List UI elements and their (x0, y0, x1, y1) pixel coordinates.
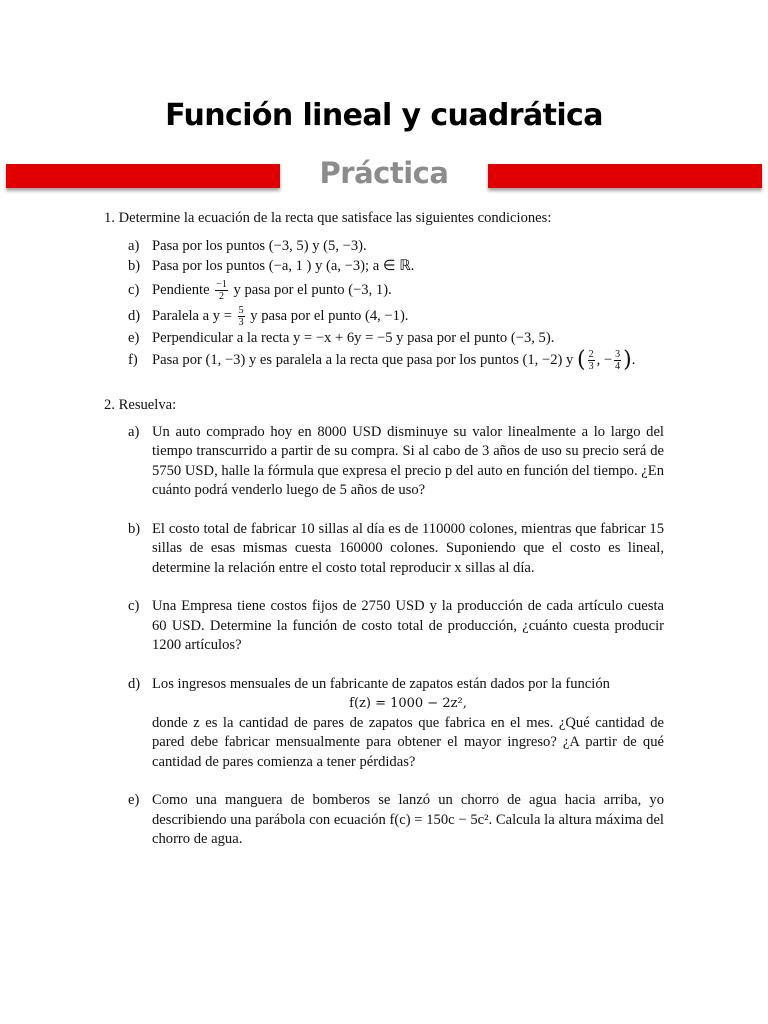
list-item (104, 423, 664, 501)
fraction-numerator: 5 (238, 305, 244, 317)
item-label: d) (128, 675, 141, 692)
question-2-items (104, 423, 664, 850)
fraction-denominator: 3 (588, 361, 594, 373)
fraction-numerator: 3 (615, 349, 621, 361)
point-fraction-x (588, 349, 595, 372)
question-1 (104, 208, 664, 228)
list-item (104, 304, 664, 328)
list-item (104, 791, 664, 850)
list-item (104, 675, 664, 773)
item-text-before: Pasa por (1, −3) y es paralela a la recta que pasa por los puntos (1, −2) y (152, 352, 574, 369)
header-band-left (6, 164, 280, 188)
item-text: Un auto comprado hoy en 8000 USD disminuye su valor linealmente a lo largo del tiempo transcurrido a partir de su compra. Si al cabo de 3 años de uso su precio será de 5750 USD, halle la fórmula que expresa el precio p del auto en función del tiempo. ¿En cuánto podrá venderlo luego de 5 años de uso? (152, 423, 664, 499)
header-band-right (488, 164, 762, 188)
exercise-content (104, 208, 664, 869)
close-paren: ) (623, 347, 632, 373)
item-label: b) (128, 520, 141, 537)
item-text-after: y pasa por el punto (4, −1). (250, 308, 409, 325)
list-item (104, 256, 664, 276)
item-text-continued: donde z es la cantidad de pares de zapatos que fabrica en el mes. ¿Qué cantidad de pared debe fabricar mensualmente para obtener el mayor ingreso? ¿A partir de qué cantidad de pares comienza a tener pérdidas? (152, 714, 664, 770)
item-label: e) (128, 330, 140, 347)
item-text-before: Pendiente (152, 282, 210, 298)
question-number: 1. (104, 210, 115, 226)
item-label: b) (128, 258, 141, 274)
item-label: f) (128, 352, 138, 369)
item-text: El costo total de fabricar 10 sillas al día es de 110000 colones, mientras que fabricar 15 sillas de esas mismas cuesta 160000 colones. Suponiendo que el costo es lineal, determine la relación entre el costo total reproducir x sillas al día. (152, 520, 664, 576)
item-label: a) (128, 238, 140, 254)
list-item (104, 236, 664, 256)
item-text-after: y pasa por el punto (−3, 1). (233, 282, 392, 298)
item-label: d) (128, 308, 141, 325)
fraction-denominator: 2 (219, 291, 225, 303)
open-paren: ( (576, 347, 586, 373)
question-number: 2. (104, 396, 115, 413)
fraction-numerator: −1 (216, 279, 227, 291)
list-item (104, 278, 664, 302)
item-label: c) (128, 282, 140, 298)
fraction-numerator: 2 (588, 349, 594, 361)
item-text: Una Empresa tiene costos fijos de 2750 USD y la producción de cada artículo cuesta 60 USD. Determine la función de costo total de producción, ¿cuánto cuesta producir 1200 artículos? (152, 598, 664, 654)
item-text: Pasa por los puntos (−a, 1 ) y (a, −3); a ∈ ℝ. (152, 258, 415, 274)
item-label: c) (128, 598, 140, 615)
page-title: Función lineal y cuadrática (165, 98, 603, 133)
point-fraction-y (614, 349, 621, 372)
item-label: a) (128, 423, 140, 440)
item-text: Pasa por los puntos (−3, 5) y (5, −3). (152, 238, 367, 254)
slope-fraction (215, 279, 228, 302)
item-text: Como una manguera de bomberos se lanzó un chorro de agua hacia arriba, yo describiendo una parábola con ecuación f(c) = 150c − 5c². Calcula la altura máxima del chorro de agua. (152, 792, 664, 848)
list-item (104, 348, 664, 373)
fraction-denominator: 3 (238, 317, 244, 329)
fraction-denominator: 4 (615, 361, 621, 373)
question-text: Determine la ecuación de la recta que satisface las siguientes condiciones: (118, 210, 552, 226)
slope-fraction (238, 305, 245, 328)
item-text: Los ingresos mensuales de un fabricante de zapatos están dados por la función (152, 675, 610, 692)
list-item (104, 597, 664, 656)
question-2 (104, 395, 664, 415)
page-subtitle: Práctica (319, 156, 449, 190)
list-item (104, 328, 664, 348)
question-text: Resuelva: (118, 396, 177, 413)
coordinate-separator: , − (596, 352, 613, 369)
item-end: . (631, 352, 636, 369)
item-text: Perpendicular a la recta y = −x + 6y = −5 y pasa por el punto (−3, 5). (152, 330, 555, 347)
item-label: e) (128, 792, 140, 809)
item-text-before: Paralela a y = (152, 308, 232, 325)
question-1-items (104, 236, 664, 373)
income-equation: f(z) = 1000 − 2z², (349, 696, 467, 712)
list-item (104, 520, 664, 579)
